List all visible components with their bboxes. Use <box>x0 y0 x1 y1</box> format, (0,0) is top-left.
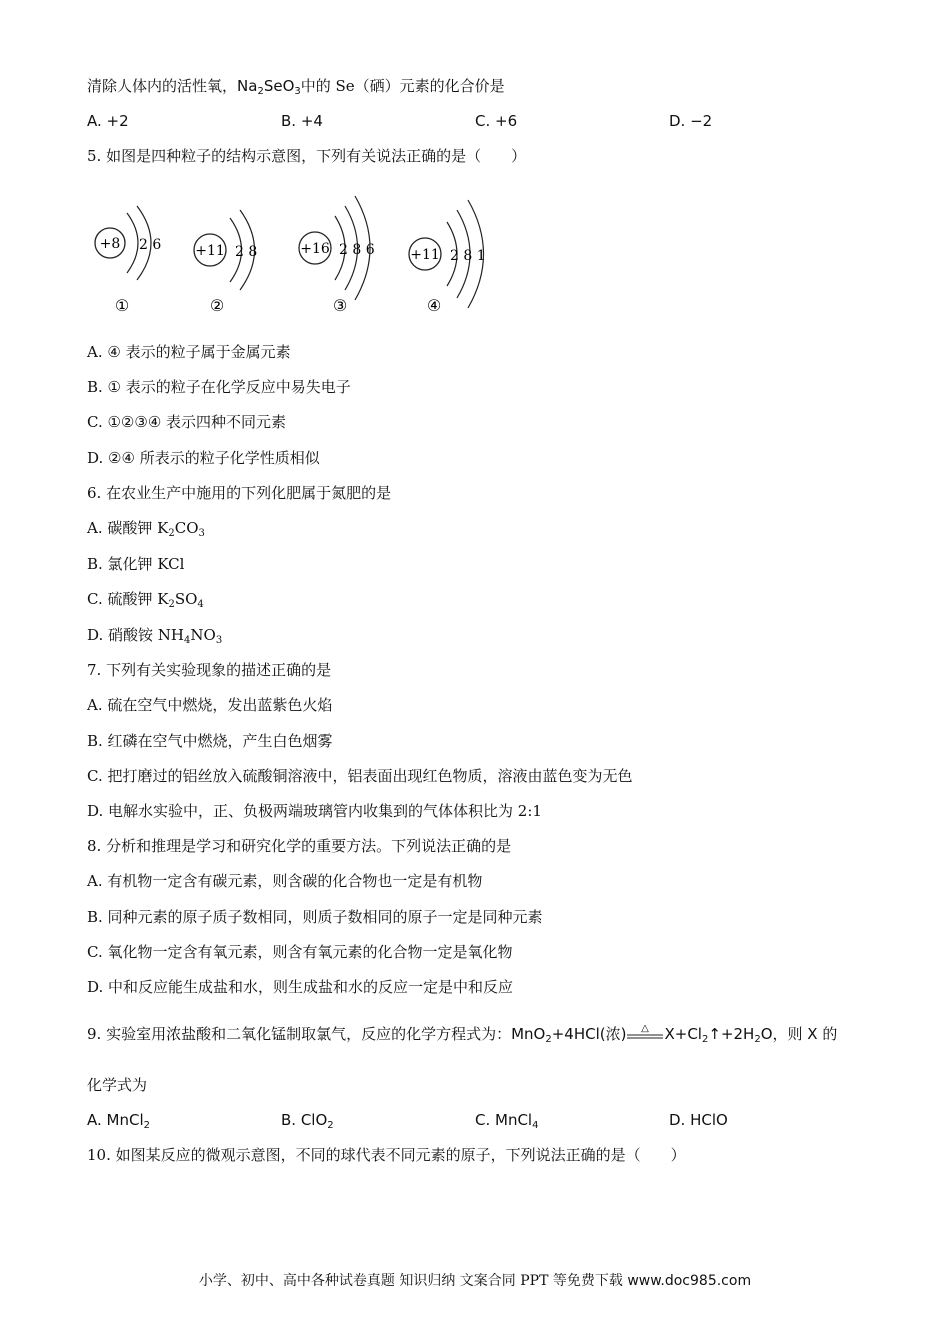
particle-3-shells: 2 8 6 <box>339 242 375 258</box>
footer-text: 小学、初中、高中各种试卷真题 知识归纳 文案合同 PPT 等免费下载 <box>198 1273 623 1289</box>
particle-4 <box>409 200 486 315</box>
q8-stem: 8. 分析和推理是学习和研究化学的重要方法。下列说法正确的是 <box>87 837 512 855</box>
q10-stem: 10. 如图某反应的微观示意图，不同的球代表不同元素的原子，下列说法正确的是（ ） <box>87 1146 686 1164</box>
q9-stem-line2: 化学式为 <box>87 1076 148 1094</box>
particle-2-nucleus: +11 <box>195 243 225 259</box>
q6-option-a: A. 碳酸钾 $K_2CO_3$ <box>87 519 205 539</box>
q8-option-d: D. 中和反应能生成盐和水，则生成盐和水的反应一定是中和反应 <box>87 978 514 996</box>
particle-4-nucleus: +11 <box>410 247 440 263</box>
q4-stem: 清除人体内的活性氧，$Na_2SeO_3$中的 Se（硒）元素的化合价是 <box>87 77 505 97</box>
particle-3-label: ③ <box>332 296 348 315</box>
particle-3-nucleus: +16 <box>300 241 330 257</box>
triangle-heat-icon: △ <box>641 1025 650 1034</box>
q7-option-d: D. 电解水实验中，正、负极两端玻璃管内收集到的气体体积比为 2:1 <box>87 802 542 820</box>
page-footer <box>0 1270 950 1290</box>
q4-option-b: B. +4 <box>281 112 323 130</box>
q7-option-b: B. 红磷在空气中燃烧，产生白色烟雾 <box>87 732 333 750</box>
q6-option-d: D. 硝酸铵 $NH_4NO_3$ <box>87 626 223 646</box>
q5-stem: 5. 如图是四种粒子的结构示意图，下列有关说法正确的是（ ） <box>87 147 527 165</box>
q7-option-c: C. 把打磨过的铝丝放入硫酸铜溶液中，铝表面出现红色物质，溶液由蓝色变为无色 <box>87 767 633 785</box>
q8-option-b: B. 同种元素的原子质子数相同，则质子数相同的原子一定是同种元素 <box>87 908 543 926</box>
q9-option-a: A. MnCl$_2$ <box>87 1111 150 1131</box>
footer-link[interactable]: www.doc985.com <box>627 1273 752 1289</box>
q4-option-a: A. +2 <box>87 112 129 130</box>
q7-option-a: A. 硫在空气中燃烧，发出蓝紫色火焰 <box>87 696 333 714</box>
q5-option-b: B. ① 表示的粒子在化学反应中易失电子 <box>87 378 351 396</box>
q8-option-a: A. 有机物一定含有碳元素，则含碳的化合物也一定是有机物 <box>87 872 483 890</box>
particle-1-shells: 2 6 <box>139 237 162 253</box>
atomic-structure-diagram <box>87 188 507 318</box>
q9-option-b: B. ClO$_2$ <box>281 1111 334 1131</box>
particle-1-label: ① <box>114 296 130 315</box>
q5-option-d: D. ②④ 所表示的粒子化学性质相似 <box>87 449 320 467</box>
particle-2 <box>194 210 257 315</box>
q6-stem: 6. 在农业生产中施用的下列化肥属于氮肥的是 <box>87 484 392 502</box>
q9-option-c: C. MnCl$_4$ <box>475 1111 539 1131</box>
q9-option-d: D. HClO <box>669 1111 728 1129</box>
q7-stem: 7. 下列有关实验现象的描述正确的是 <box>87 661 332 679</box>
particle-1 <box>95 206 161 315</box>
particle-2-label: ② <box>209 296 225 315</box>
particle-3 <box>299 196 375 315</box>
q4-option-d: D. −2 <box>669 112 713 130</box>
q9-stem: 9. 实验室用浓盐酸和二氧化锰制取氯气，反应的化学方程式为：MnO$_2$+4HCl(浓) △ $X+Cl_2↑+2H_2O$，则 X 的 <box>87 1025 838 1045</box>
q5-option-a: A. ④ 表示的粒子属于金属元素 <box>87 343 291 361</box>
q6-option-c: C. 硫酸钾 $K_2SO_4$ <box>87 590 204 610</box>
q6-option-b: B. 氯化钾 KCl <box>87 555 185 573</box>
q5-option-c: C. ①②③④ 表示四种不同元素 <box>87 413 287 431</box>
particle-4-label: ④ <box>426 296 442 315</box>
particle-4-shells: 2 8 1 <box>450 248 486 264</box>
heating-condition-arrow <box>626 1025 664 1045</box>
particle-1-nucleus: +8 <box>99 236 121 252</box>
q4-option-c: C. +6 <box>475 112 518 130</box>
q8-option-c: C. 氧化物一定含有氧元素，则含有氧元素的化合物一定是氧化物 <box>87 943 513 961</box>
particle-2-shells: 2 8 <box>235 244 258 260</box>
